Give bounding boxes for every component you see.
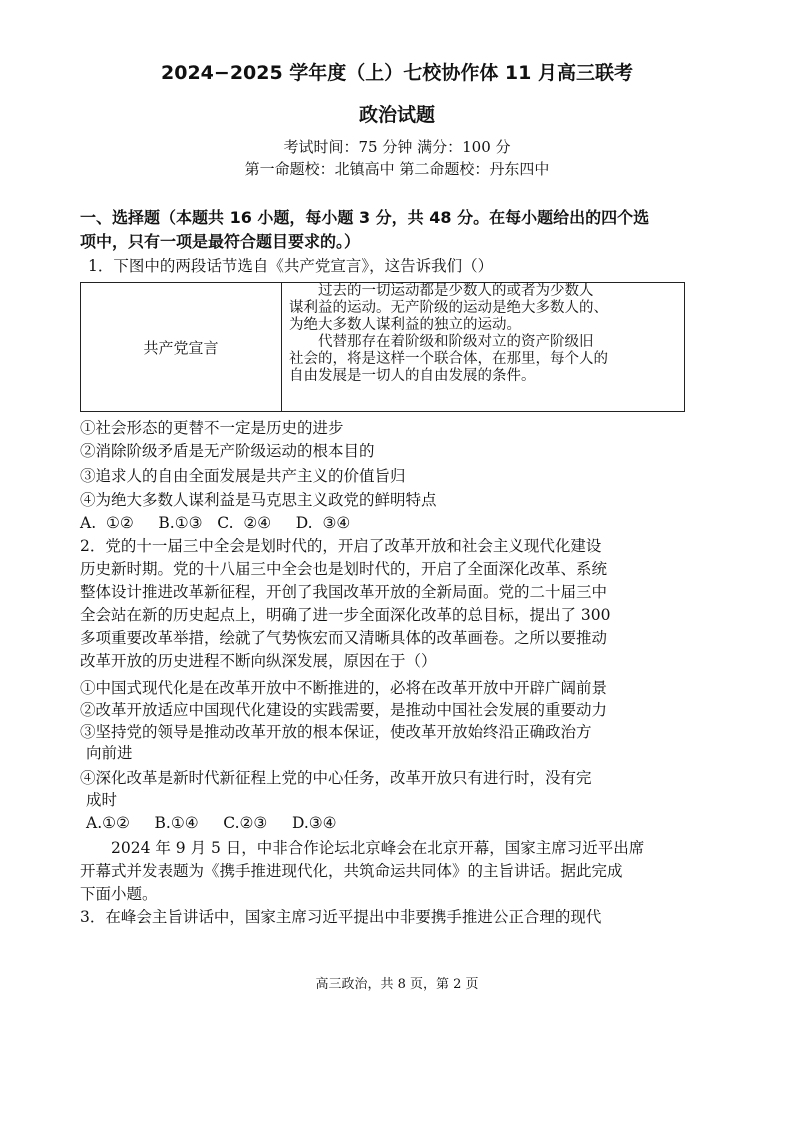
q1-option-1: ①社会形态的更替不一定是历史的进步 bbox=[80, 419, 344, 437]
q1-option-2: ②消除阶级矛盾是无产阶级运动的根本目的 bbox=[80, 442, 375, 460]
q1-table-label: 共产党宣言 bbox=[81, 283, 282, 411]
section-heading-line1: 一、选择题（本题共 16 小题，每小题 3 分，共 48 分。在每小题给出的四个选 bbox=[80, 208, 650, 227]
q1-answer-choices: A. ①② B.①③ C. ②④ D. ③④ bbox=[80, 514, 351, 532]
q1-quote-table bbox=[80, 282, 685, 412]
q2-stem-line: 改革开放的历史进程不断向纵深发展，原因在于（） bbox=[80, 652, 437, 670]
q2-option-1: ①中国式现代化是在改革开放中不断推进的，必将在改革开放中开辟广阔前景 bbox=[80, 679, 608, 697]
exam-title: 2024−2025 学年度（上）七校协作体 11 月高三联考 bbox=[161, 62, 633, 84]
passage-line: 下面小题。 bbox=[80, 885, 158, 903]
q2-stem-line: 整体设计推进改革新征程，开创了我国改革开放的全新局面。党的二十届三中 bbox=[80, 583, 608, 601]
q2-answer-choices: A.①② B.①④ C.②③ D.③④ bbox=[86, 814, 337, 832]
q2-option-2: ②改革开放适应中国现代化建设的实践需要，是推动中国社会发展的重要动力 bbox=[80, 701, 608, 719]
passage-line: 2024 年 9 月 5 日，中非合作论坛北京峰会在北京开幕，国家主席习近平出席 bbox=[80, 839, 645, 857]
q1-quote-line: 过去的一切运动都是少数人的或者为少数人 bbox=[289, 283, 594, 299]
q1-option-3: ③追求人的自由全面发展是共产主义的价值旨归 bbox=[80, 467, 406, 485]
q2-option-3: ③坚持党的领导是推动改革开放的根本保证，使改革开放始终沿正确政治方 bbox=[80, 723, 592, 741]
exam-schools: 第一命题校：北镇高中 第二命题校：丹东四中 bbox=[244, 160, 550, 178]
exam-subject: 政治试题 bbox=[358, 104, 435, 126]
page-footer: 高三政治，共 8 页，第 2 页 bbox=[315, 977, 479, 992]
q1-option-4: ④为绝大多数人谋利益是马克思主义政党的鲜明特点 bbox=[80, 491, 437, 509]
q1-quote-line: 自由发展是一切人的自由发展的条件。 bbox=[289, 368, 536, 384]
q2-stem-line: 历史新时期。党的十八届三中全会也是划时代的，开启了全面深化改革、系统 bbox=[80, 560, 608, 578]
passage-line: 开幕式并发表题为《携手推进现代化，共筑命运共同体》的主旨讲话。据此完成 bbox=[80, 862, 623, 880]
q1-quote-line: 谋利益的运动。无产阶级的运动是绝大多数人的、 bbox=[289, 300, 608, 316]
q2-option-4-cont: 成时 bbox=[86, 791, 118, 809]
q1-quote-text bbox=[289, 283, 681, 385]
section-heading-line2: 项中，只有一项是最符合题目要求的。） bbox=[80, 232, 361, 251]
q2-option-4: ④深化改革是新时代新征程上党的中心任务，改革开放只有进行时，没有完 bbox=[80, 769, 592, 787]
q1-stem: 1．下图中的两段话节选自《共产党宣言》，这告诉我们（） bbox=[88, 257, 494, 275]
q2-option-3-cont: 向前进 bbox=[86, 744, 133, 762]
q2-stem-line: 2．党的十一届三中全会是划时代的，开启了改革开放和社会主义现代化建设 bbox=[80, 537, 602, 555]
q3-stem: 3．在峰会主旨讲话中，国家主席习近平提出中非要携手推进公正合理的现代 bbox=[80, 908, 602, 926]
q1-quote-line: 代替那存在着阶级和阶级对立的资产阶级旧 bbox=[289, 334, 594, 350]
q2-stem-line: 多项重要改革举措，绘就了气势恢宏而又清晰具体的改革画卷。之所以要推动 bbox=[80, 629, 608, 647]
q1-quote-line: 社会的，将是这样一个联合体，在那里，每个人的 bbox=[289, 351, 608, 367]
q1-quote-line: 为绝大多数人谋利益的独立的运动。 bbox=[289, 317, 521, 333]
exam-time-info: 考试时间：75 分钟 满分：100 分 bbox=[283, 138, 511, 156]
q2-stem-line: 全会站在新的历史起点上，明确了进一步全面深化改革的总目标，提出了 300 bbox=[80, 606, 611, 624]
